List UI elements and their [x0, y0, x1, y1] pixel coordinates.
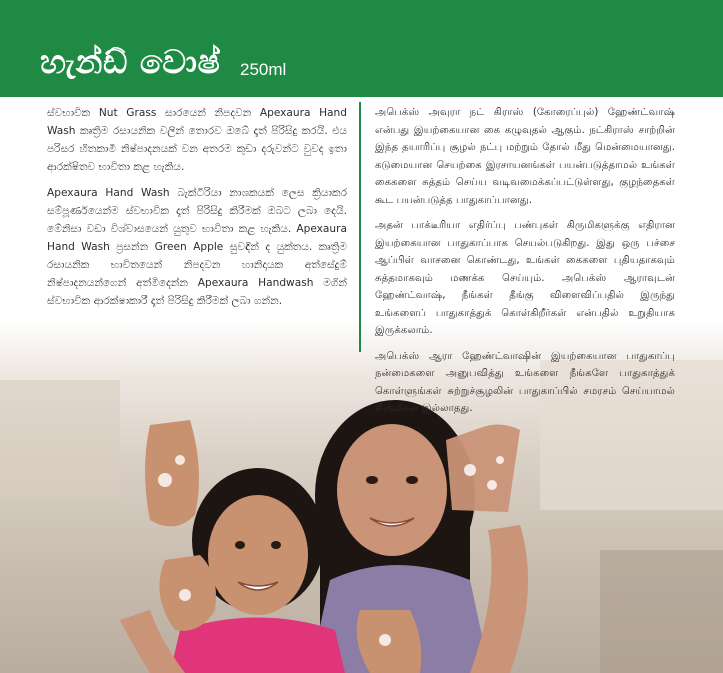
sinhala-paragraph-1: ස්වභාවික Nut Grass සාරයෙන් නිපදවන Apexaura Hand Wash කෘත්‍රිම රසායනික වලින් තොරව ඔබේ දෑත් පිරිසිදු කරයි. එය පරිසර හිතකාමී නිෂ්පාදනයක් වන අතරම කුඩා දරුවන්ට වුවද ඉතා ආරක්ෂිතව භාවිතා කළ හැකිය. [47, 107, 347, 173]
product-title: හැන්ඩ් වොෂ් [40, 42, 221, 81]
tamil-column [375, 104, 675, 426]
product-volume: 250ml [240, 60, 287, 79]
column-divider [359, 102, 361, 352]
sinhala-column [47, 104, 347, 318]
tamil-paragraph-1: அபெக்ஸ் அவுரா நட் கிராஸ் (கோரைப்புல்) ஹேண்ட்வாஷ் என்பது இயற்கையான கை கழுவுதல் ஆகும். நட்கிராஸ் சாற்றின் இந்த தயாரிப்பு சூழல் நட்பு மற்றும் தோல் மீது மென்மையானது. கடுமையான செயற்கை இரசாயனங்கள் பயன்படுத்தாமல் உங்கள் கைகளை சுத்தம் செய்ய வடிவமைக்கப்பட்டுள்ளது, குழந்தைகள் கூட பயன்படுத்த பாதுகாப்பானது. [375, 107, 675, 206]
header-banner [0, 0, 723, 97]
sinhala-paragraph-2: Apexaura Hand Wash බැක්ටීරියා නාශකයක් ලෙස ක්‍රියාකර සම්පූර්ණයෙන්ම ස්වභාවික දෑත් පිරිසිදු කිරීමක් ඔබට ලබා දෙයි. මේනිසා වඩා විශ්වාසයෙන් යුතුව භාවිතා කළ හැකිය. Apexaura Hand Wash ප්‍රසන්න Green Apple සුවඳින් ද යුක්තය. කෘත්‍රිම රසායනික භාවිතයෙන් නිපදවන හානිදායක අත්සේදුම් නිෂ්පාදනයන්ගෙන් අත්මිදෙන්න Apexaura Handwash මගින් ස්වභාවික ආරක්ෂාකාරී දෑත් පිරිසිදු කිරීමක් ලබා ගන්න. [47, 187, 347, 307]
tamil-paragraph-3: அபெக்ஸ் ஆரா ஹேண்ட்வாஷின் இயற்கையான பாதுகாப்பு நன்மைகளை அனுபவித்து உங்களை நீங்களே பாதுகாத்துக் கொள்ளுங்கள் சுற்றுச்சூழலின் பாதுகாப்பில் சமரசம் செய்யாமல் கிருமிகள் இல்லாதது. [375, 350, 675, 414]
tamil-paragraph-2: அதன் பாக்டீரியா எதிர்ப்பு பண்புகள் கிருமிகளுக்கு எதிரான இயற்கையான பாதுகாப்பாக செயல்படுகிறது. இது ஒரு பச்சை ஆப்பிள் வாசனை கொண்டது, உங்கள் கைகளை புதியதாகவும் சுத்தமாகவும் மணக்க செய்யும். அபெக்ஸ் ஆராவுடன் ஹேண்ட்வாஷ், நீங்கள் தீங்கு விளைவிப்பதில் இருந்து உங்களைப் பாதுகாத்துக் கொள்கிறீர்கள் என்பதில் உறுதியாக இருக்கலாம். [375, 220, 675, 336]
